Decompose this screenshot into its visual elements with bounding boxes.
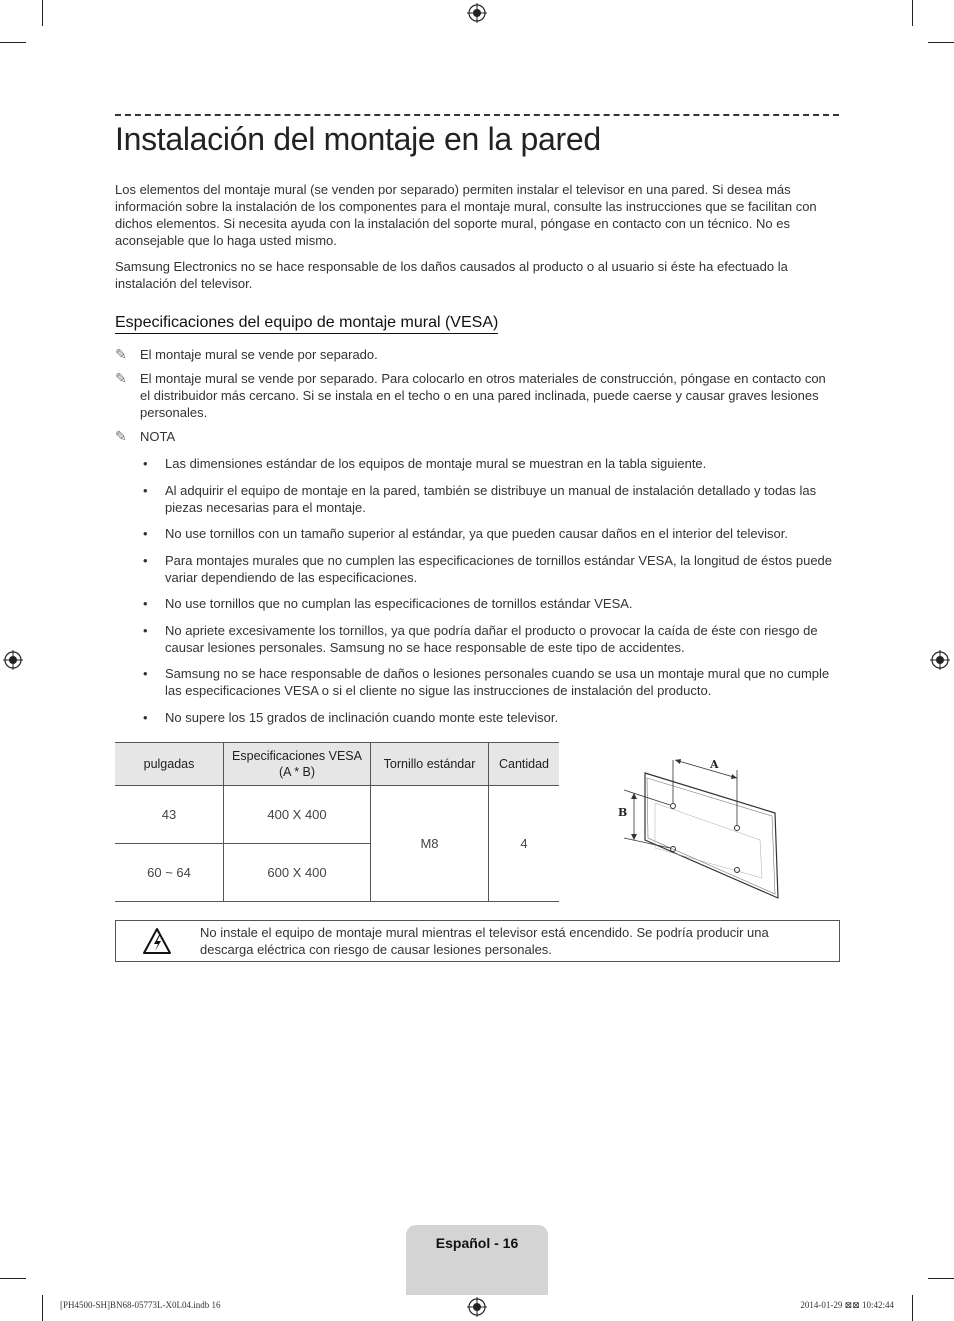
column-header: Tornillo estándar bbox=[371, 743, 489, 786]
column-header: pulgadas bbox=[115, 743, 224, 786]
crop-mark bbox=[0, 1278, 26, 1279]
column-header bbox=[224, 743, 371, 786]
registration-mark-icon bbox=[930, 650, 950, 670]
note-text: NOTA bbox=[140, 429, 176, 444]
table-cell: 60 ~ 64 bbox=[115, 844, 224, 902]
list-item-text: No use tornillos que no cumplan las especificaciones de tornillos estándar VESA. bbox=[165, 596, 633, 611]
column-header-line: Especificaciones VESA bbox=[232, 749, 362, 763]
crop-mark bbox=[928, 1278, 954, 1279]
list-item: • No apriete excesivamente los tornillos, ya que podría dañar el producto o provocar la caída de éste con riesgo de causar lesiones personales. Samsung no se hace responsable de este tipo de accidentes. bbox=[140, 622, 839, 656]
note-text: El montaje mural se vende por separado. Para colocarlo en otros materiales de construcción, póngase en contacto con el distribuidor más cercano. Si se instala en el techo o en una pared inclinada, puede caerse y causar graves lesiones personales. bbox=[140, 371, 826, 420]
pencil-note-icon: ✎ bbox=[115, 428, 127, 444]
list-item-text: Para montajes murales que no cumplen las especificaciones de tornillos estándar VESA, la longitud de éstos puede variar dependiendo de las especificaciones. bbox=[165, 553, 833, 585]
list-item-text: Al adquirir el equipo de montaje en la pared, también se distribuye un manual de instalación detallado y todas las piezas necesarias para el montaje. bbox=[165, 483, 817, 515]
crop-mark bbox=[928, 42, 954, 43]
section-heading: Especificaciones del equipo de montaje mural (VESA) bbox=[115, 313, 498, 334]
list-item-text: Samsung no se hace responsable de daños o lesiones personales cuando se usa un montaje mural que no cumple las especificaciones VESA o si el cliente no sigue las instrucciones de instalación del producto. bbox=[165, 666, 830, 698]
registration-mark-icon bbox=[467, 3, 487, 23]
note-text: El montaje mural se vende por separado. bbox=[140, 347, 378, 362]
list-item-text: No supere los 15 grados de inclinación cuando monte este televisor. bbox=[165, 710, 559, 725]
list-item: • Para montajes murales que no cumplen las especificaciones de tornillos estándar VESA, la longitud de éstos puede variar dependiendo de las especificaciones. bbox=[140, 552, 839, 586]
warning-text: No instale el equipo de montaje mural mientras el televisor está encendido. Se podría producir una descarga eléctrica con riesgo de causar lesiones personales. bbox=[200, 925, 769, 957]
crop-mark bbox=[912, 0, 913, 26]
title-rule bbox=[115, 114, 839, 116]
pencil-note-icon: ✎ bbox=[115, 346, 127, 362]
list-item-text: Las dimensiones estándar de los equipos de montaje mural se muestran en la tabla siguiente. bbox=[165, 456, 707, 471]
list-item: • Samsung no se hace responsable de daños o lesiones personales cuando se usa un montaje mural que no cumple las especificaciones VESA o si el cliente no sigue las instrucciones de instalación del producto. bbox=[140, 665, 839, 699]
column-header-line: (A * B) bbox=[278, 765, 316, 779]
list-item: • Al adquirir el equipo de montaje en la pared, también se distribuye un manual de instalación detallado y todas las piezas necesarias para el montaje. bbox=[140, 482, 839, 516]
table-cell: M8 bbox=[371, 786, 489, 902]
crop-mark bbox=[42, 0, 43, 26]
list-item: • No supere los 15 grados de inclinación cuando monte este televisor. bbox=[140, 709, 839, 726]
list-item-text: No use tornillos con un tamaño superior al estándar, ya que pueden causar daños en el interior del televisor. bbox=[165, 526, 788, 541]
vesa-spec-table bbox=[115, 742, 559, 902]
table-header-row bbox=[115, 743, 559, 786]
dimension-label-b: B bbox=[618, 806, 628, 819]
table-cell: 43 bbox=[115, 786, 224, 844]
page-number-tab bbox=[406, 1225, 548, 1295]
table-cell: 4 bbox=[489, 786, 560, 902]
crop-mark bbox=[912, 1295, 913, 1321]
registration-mark-icon bbox=[467, 1297, 487, 1317]
tv-mount-diagram bbox=[600, 748, 800, 908]
intro-paragraph: Samsung Electronics no se hace responsable de los daños causados al producto o al usuario si éste ha efectuado la instalación del televisor. bbox=[115, 259, 788, 291]
note-item bbox=[115, 346, 839, 363]
list-item: • Las dimensiones estándar de los equipos de montaje mural se muestran en la tabla siguiente. bbox=[140, 455, 839, 472]
crop-mark bbox=[42, 1295, 43, 1321]
table-cell: 600 X 400 bbox=[224, 844, 371, 902]
electric-hazard-icon bbox=[142, 927, 172, 955]
list-item: • No use tornillos que no cumplan las especificaciones de tornillos estándar VESA. bbox=[140, 595, 839, 612]
dimension-label-a: A bbox=[710, 758, 719, 771]
table-cell: 400 X 400 bbox=[224, 786, 371, 844]
table-row bbox=[115, 786, 559, 844]
registration-mark-icon bbox=[3, 650, 23, 670]
column-header: Cantidad bbox=[489, 743, 560, 786]
crop-mark bbox=[0, 42, 26, 43]
footer-timestamp: 2014-01-29 ⊠⊠ 10:42:44 bbox=[800, 1300, 894, 1310]
pencil-note-icon: ✎ bbox=[115, 370, 127, 386]
list-item-text: No apriete excesivamente los tornillos, ya que podría dañar el producto o provocar la caída de éste con riesgo de causar lesiones personales. Samsung no se hace responsable de este tipo de accidentes. bbox=[165, 623, 818, 655]
footer-file-info: [PH4500-SH]BN68-05773L-X0L04.indb 16 bbox=[60, 1300, 221, 1310]
note-item bbox=[115, 428, 839, 445]
intro-paragraph: Los elementos del montaje mural (se venden por separado) permiten instalar el televisor en una pared. Si desea más información sobre la instalación de los componentes para el montaje mural, consulte las instrucciones que se facilitan con dichos elementos. Si necesita ayuda con la instalación del soporte mural, póngase en contacto con un técnico. No es aconsejable que lo haga usted mismo. bbox=[115, 182, 817, 248]
note-item bbox=[115, 370, 839, 421]
page-title: Instalación del montaje en la pared bbox=[115, 121, 601, 157]
list-item: • No use tornillos con un tamaño superior al estándar, ya que pueden causar daños en el interior del televisor. bbox=[140, 525, 839, 542]
warning-box bbox=[115, 920, 840, 962]
page-number: Español - 16 bbox=[435, 1235, 519, 1251]
